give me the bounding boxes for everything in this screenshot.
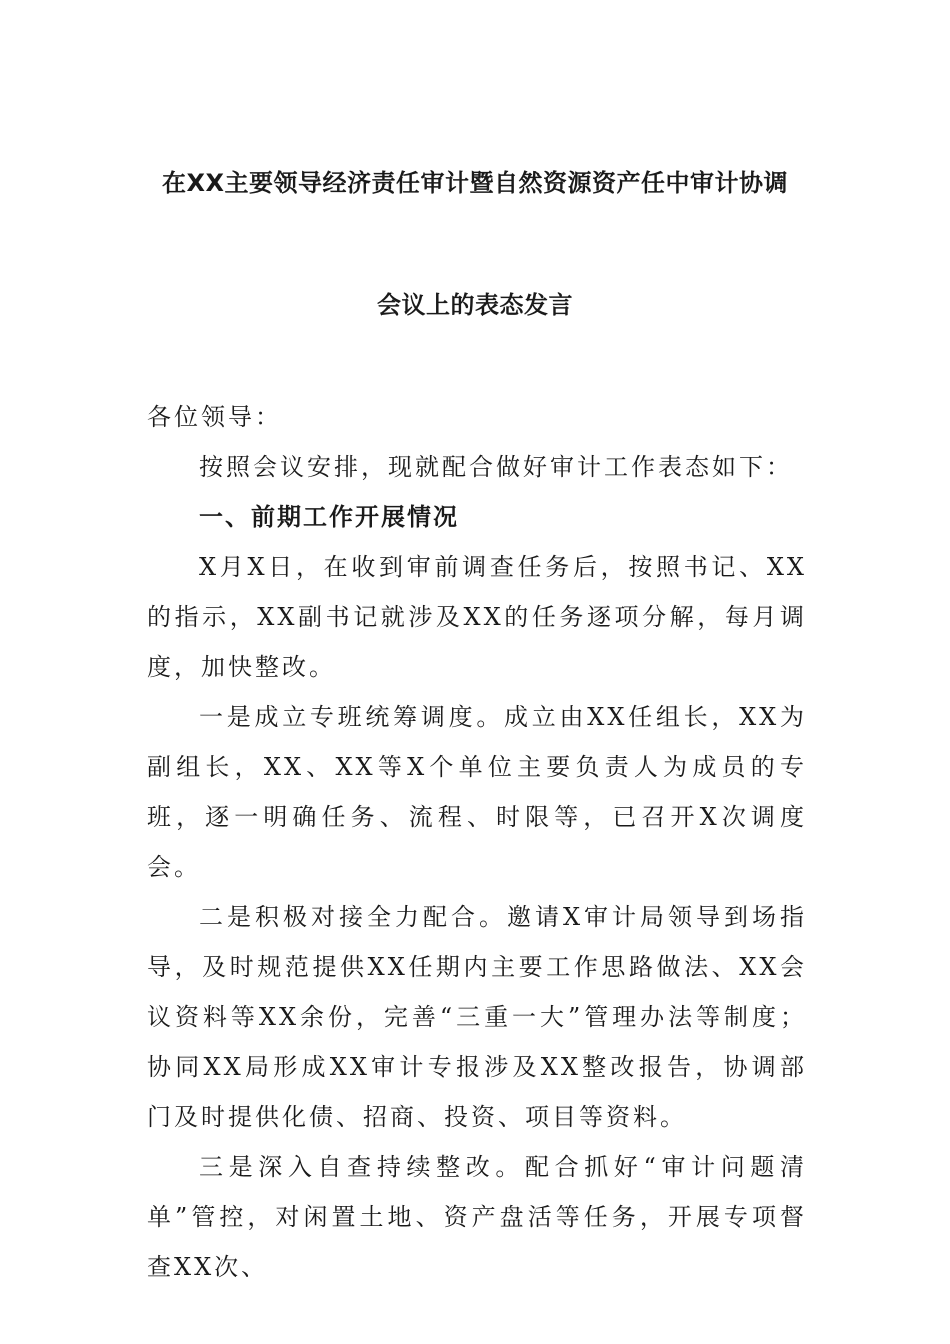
- document-title-line-2: 会议上的表态发言: [377, 291, 573, 319]
- paragraph-point-1: 一是成立专班统筹调度。成立由XX任组长，XX为副组长，XX、XX等X个单位主要负责人为成员的专班，逐一明确任务、流程、时限等，已召开X次调度会。: [147, 703, 807, 881]
- document-body: [147, 392, 807, 1292]
- document-title-line-1: 在XX主要领导经济责任审计暨自然资源资产任中审计协调: [161, 169, 788, 197]
- paragraph-overview: X月X日，在收到审前调查任务后，按照书记、XX的指示，XX副书记就涉及XX的任务逐项分解，每月调度，加快整改。: [147, 553, 807, 681]
- salutation: 各位领导：: [147, 403, 282, 431]
- intro-paragraph: 按照会议安排，现就配合做好审计工作表态如下：: [199, 453, 793, 481]
- section-heading: 一、前期工作开展情况: [199, 503, 459, 531]
- paragraph-point-2: 二是积极对接全力配合。邀请X审计局领导到场指导，及时规范提供XX任期内主要工作思路做法、XX会议资料等XX余份，完善“三重一大”管理办法等制度；协同XX局形成XX审计专报涉及XX整改报告，协调部门及时提供化债、招商、投资、项目等资料。: [147, 903, 807, 1131]
- paragraph-point-3: 三是深入自查持续整改。配合抓好“审计问题清单”管控，对闲置土地、资产盘活等任务，开展专项督查XX次、: [147, 1153, 807, 1281]
